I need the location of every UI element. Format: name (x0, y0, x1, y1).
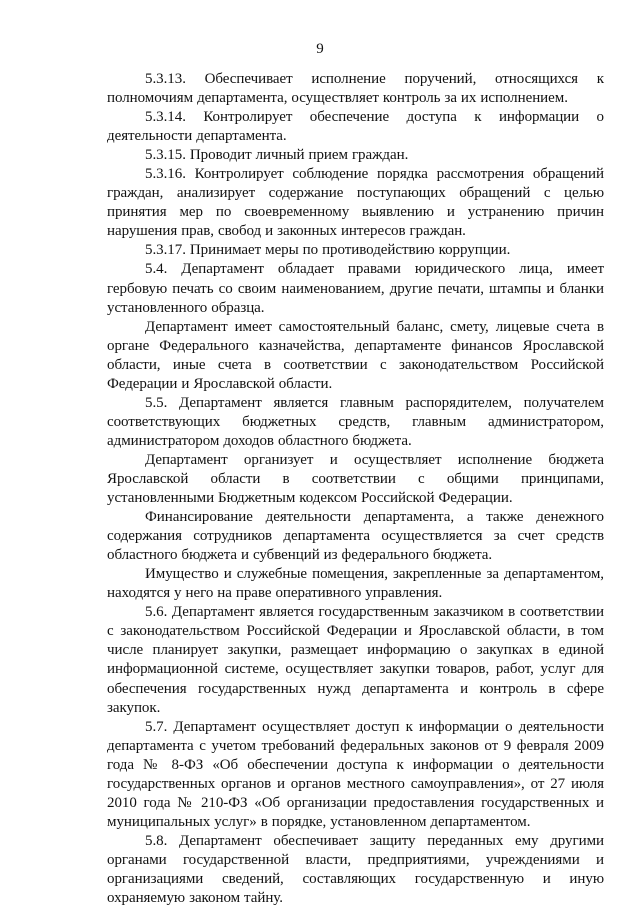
paragraph-financing: Финансирование деятельности департамента, а также денежного содержания сотрудников департамента осуществляется за счет средств областного бюджета и субвенций из федерального бюджета. (107, 509, 604, 564)
paragraph-5-3-13: 5.3.13. Обеспечивает исполнение поручений, относящихся к полномочиям департамента, осуществляет контроль за их исполнением. (107, 71, 604, 107)
page-number: 9 (316, 41, 324, 57)
paragraph-budget-execution: Департамент организует и осуществляет исполнение бюджета Ярославской области в соответствии с общими принципами, установленными Бюджетным кодексом Российской Федерации. (107, 451, 604, 507)
paragraph-5-3-17: 5.3.17. Принимает меры по противодействию коррупции. (145, 242, 511, 259)
paragraph-5-8: 5.8. Департамент обеспечивает защиту переданных ему другими органами государственной власти, предприятиями, учреждениями и организациями сведений, составляющих государственную и иную охраняемую законом тайну. (107, 832, 604, 907)
paragraph-property: Имущество и служебные помещения, закрепленные за департаментом, находятся у него на праве оперативного управления. (107, 566, 604, 602)
paragraph-5-4: 5.4. Департамент обладает правами юридического лица, имеет гербовую печать со своим наименованием, другие печати, штампы и бланки установленного образца. (107, 261, 604, 316)
paragraph-5-3-16: 5.3.16. Контролирует соблюдение порядка рассмотрения обращений граждан, анализирует содержание поступающих обращений с целью принятия мер по своевременному выявлению и устранению причин нарушения прав, свобод и законных интересов граждан. (107, 166, 604, 240)
paragraph-5-7: 5.7. Департамент осуществляет доступ к информации о деятельности департамента с учетом требований федеральных законов от 9 февраля 2009 года № 8-ФЗ «Об обеспечении доступа к информации о деятельности государственных органов и органов местного самоуправления», от 27 июля 2010 года № 210-ФЗ «Об организации предоставления государственных и муниципальных услуг» в порядке, установленном департаментом. (107, 718, 604, 830)
paragraph-balance: Департамент имеет самостоятельный баланс, смету, лицевые счета в органе Федерального казначейства, департаменте финансов Ярославской области, иные счета в соответствии с законодательством Российской Федерации и Ярославской области. (107, 318, 604, 392)
document-body (107, 70, 604, 908)
paragraph-5-3-15: 5.3.15. Проводит личный прием граждан. (145, 147, 409, 164)
paragraph-5-5: 5.5. Департамент является главным распорядителем, получателем соответствующих бюджетных средств, главным администратором, администратором доходов областного бюджета. (107, 394, 604, 449)
paragraph-5-3-14: 5.3.14. Контролирует обеспечение доступа к информации о деятельности департамента. (107, 109, 604, 145)
paragraph-5-6: 5.6. Департамент является государственным заказчиком в соответствии с законодательством Российской Федерации и Ярославской области, в том числе планирует закупки, размещает информацию о закупках в единой информационной системе, осуществляет закупки товаров, работ, услуг для обеспечения государственных нужд департамента и контроль в сфере закупок. (107, 604, 604, 716)
